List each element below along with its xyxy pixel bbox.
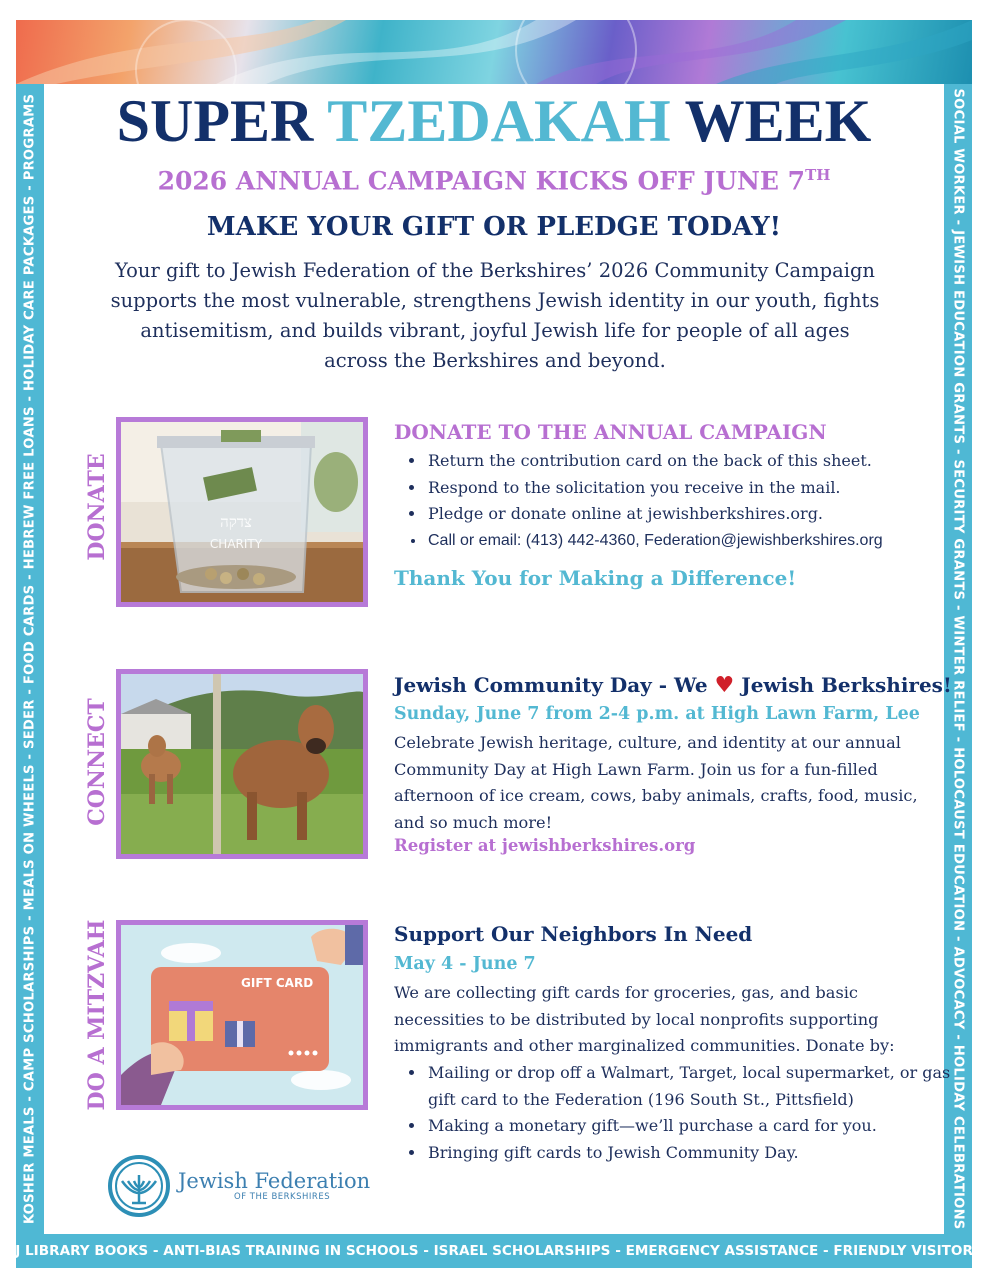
mitzvah-bullet: • Making a monetary gift—we’ll purchase a card for you. [426,1113,962,1140]
donate-bullet: • Call or email: (413) 442-4360, Federation@jewishberkshires.org [426,528,966,555]
donate-bullets [394,448,966,554]
donate-bullet: • Respond to the solicitation you receive in the mail. [426,475,966,502]
intro-paragraph: Your gift to Jewish Federation of the Berkshires’ 2026 Community Campaign supports the most vulnerable, strengthens Jewish identity in our youth, fights antisemitism, and builds vibrant, joyful Jewish life for people of all ages across the Berkshires and beyond. [110,259,880,372]
subtitle-sup: TH [805,166,831,184]
donate-thanks: Thank You for Making a Difference! [394,566,797,590]
header-banner [16,20,972,84]
connect-body: Celebrate Jewish heritage, culture, and identity at our annual Community Day at High Lawn Farm. Join us for a fun-filled afternoon of ice cream, cows, baby animals, crafts, food, music, and so much more! [394,733,918,832]
heart-icon: ♥ [714,672,735,698]
title-part2: WEEK [684,88,872,154]
mitzvah-bullet: • Mailing or drop off a Walmart, Target, local supermarket, or gas gift card to the Federation (196 South St., Pittsfield) [426,1060,962,1113]
bottom-program-bar [5,1234,983,1268]
title-accent: TZEDAKAH [327,88,671,154]
mitzvah-bullets [394,1060,962,1166]
cta-heading: MAKE YOUR GIFT OR PLEDGE TODAY! [206,212,782,242]
mitzvah-dates: May 4 - June 7 [394,954,536,974]
charity-text: CHARITY [209,537,263,551]
connect-heading-part1: Jewish Community Day - We [394,673,708,697]
donate-bullet: • Pledge or donate online at jewishberkshires.org. [426,501,966,528]
title-part1: SUPER [116,88,314,154]
mitzvah-label: DO A MITZVAH [84,919,110,1111]
mitzvah-heading: Support Our Neighbors In Need [394,922,753,946]
cows-image [121,674,363,854]
banner-art [16,20,972,84]
left-program-text: KOSHER MEALS - CAMP SCHOLARSHIPS - MEALS ON WHEELS - SEDER - FOOD CARDS - HEBREW FREE LOANS - HOLIDAY CARE PACKAGES - PROGRAMS [22,93,38,1225]
logo-name: Jewish Federation [178,1169,371,1193]
menorah-logo-icon [108,1155,170,1217]
connect-heading-part2: Jewish Berkshires! [741,673,952,697]
donate-bullet: • Return the contribution card on the back of this sheet. [426,448,966,475]
logo-wordmark [178,1170,370,1202]
right-program-text: SOCIAL WORKER - JEWISH EDUCATION GRANTS - SECURITY GRANTS - WINTER RELIEF - HOLOCAUST EDUCATION - ADVOCACY - HOLIDAY CELEBRATIONS [950,88,966,1230]
connect-heading [394,672,952,698]
mitzvah-photo [116,920,368,1110]
gift-card-image [121,925,363,1105]
connect-photo [116,669,368,859]
charity-hebrew-text: צדקה [220,513,252,531]
subtitle-text: 2026 ANNUAL CAMPAIGN KICKS OFF JUNE 7 [157,166,806,196]
connect-label: CONNECT [84,698,110,826]
bottom-program-text: PJ LIBRARY BOOKS - ANTI-BIAS TRAINING IN SCHOOLS - ISRAEL SCHOLARSHIPS - EMERGENCY ASSISTANCE - FRIENDLY VISITORS [5,1243,983,1259]
campaign-subtitle [44,166,944,195]
left-program-bar [16,84,44,1234]
connect-register: Register at jewishberkshires.org [394,836,696,855]
mitzvah-body: We are collecting gift cards for groceries, gas, and basic necessities to be distributed by local nonprofits supporting immigrants and other marginalized communities. Donate by: [394,983,895,1055]
donate-photo [116,417,368,607]
federation-logo [108,1155,370,1217]
gift-card-label: GIFT CARD [241,976,314,990]
donate-label: DONATE [84,453,110,561]
logo-sub: OF THE BERKSHIRES [234,1192,331,1202]
connect-when: Sunday, June 7 from 2-4 p.m. at High Lawn Farm, Lee [394,704,920,724]
charity-box-image [121,422,363,602]
page-title [44,88,944,154]
donate-heading: DONATE TO THE ANNUAL CAMPAIGN [394,420,827,444]
mitzvah-bullet: • Bringing gift cards to Jewish Community Day. [426,1140,962,1167]
